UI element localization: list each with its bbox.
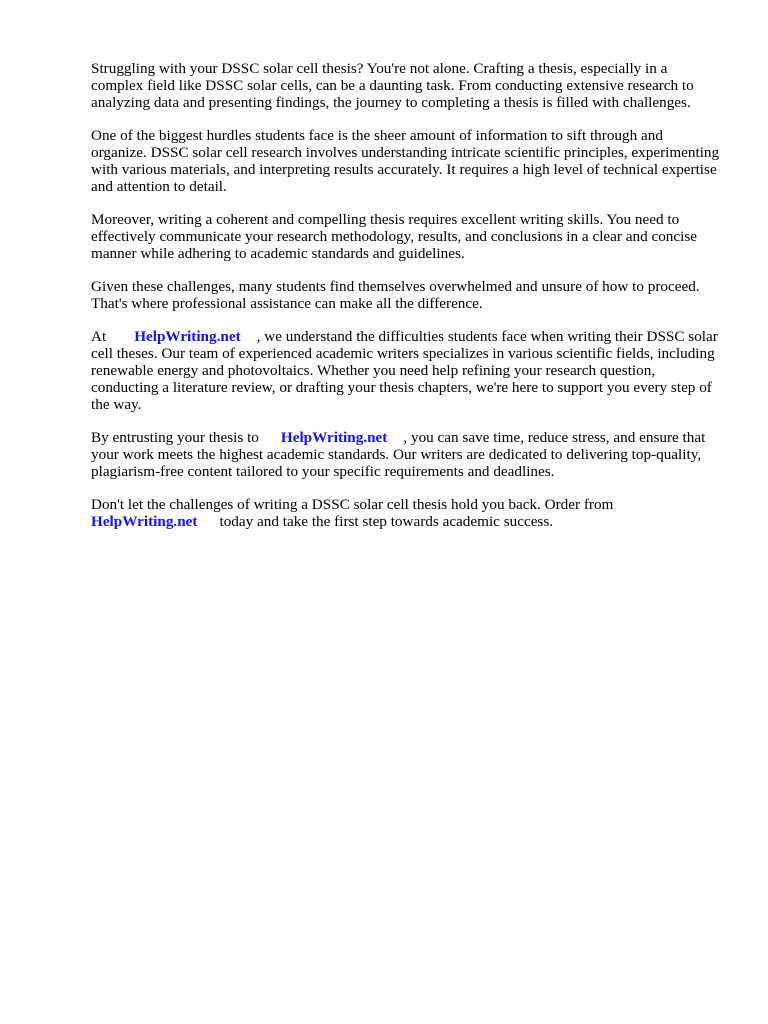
- paragraph-about-service: [91, 328, 721, 413]
- paragraph-about-service-lead: At: [91, 328, 107, 345]
- helpwriting-link[interactable]: HelpWriting.net: [280, 429, 388, 446]
- paragraph-writing-skills: Moreover, writing a coherent and compelling thesis requires excellent writing skills. You need to effectively communicate your research methodology, results, and conclusions in a clear and concise manner while adhering to academic standards and guidelines.: [91, 211, 698, 262]
- paragraph-call-to-action-text: today and take the first step towards academic success.: [219, 513, 554, 530]
- paragraph-intro: Struggling with your DSSC solar cell thesis? You're not alone. Crafting a thesis, especially in a complex field like DSSC solar cells, can be a daunting task. From conducting extensive research to analyzing data and presenting findings, the journey to completing a thesis is filled with challenges.: [91, 60, 694, 111]
- helpwriting-link[interactable]: HelpWriting.net: [91, 513, 198, 530]
- document-body: [91, 60, 721, 546]
- paragraph-call-to-action: [91, 496, 721, 530]
- paragraph-challenges: Given these challenges, many students find themselves overwhelmed and unsure of how to proceed. That's where professional assistance can make all the difference.: [91, 278, 700, 312]
- paragraph-benefits: [91, 429, 721, 480]
- paragraph-call-to-action-lead: Don't let the challenges of writing a DSSC solar cell thesis hold you back. Order from: [91, 496, 614, 513]
- paragraph-benefits-lead: By entrusting your thesis to: [91, 429, 259, 446]
- paragraph-about-service-text: , we understand the difficulties students face when writing their DSSC solar cell theses. Our team of experienced academic writers specializes in various scientific fields, including renewable energy and photovoltaics. Whether you need help refining your research question, conducting a literature review, or drafting your thesis chapters, we're here to support you every step of the way.: [91, 328, 718, 413]
- paragraph-hurdles: One of the biggest hurdles students face is the sheer amount of information to sift through and organize. DSSC solar cell research involves understanding intricate scientific principles, experimenting with various materials, and interpreting results accurately. It requires a high level of technical expertise and attention to detail.: [91, 127, 720, 195]
- paragraph-benefits-text: , you can save time, reduce stress, and ensure that your work meets the highest academic standards. Our writers are dedicated to delivering top-quality, plagiarism-free content tailored to your specific requirements and deadlines.: [91, 429, 706, 480]
- helpwriting-link[interactable]: HelpWriting.net: [134, 328, 241, 345]
